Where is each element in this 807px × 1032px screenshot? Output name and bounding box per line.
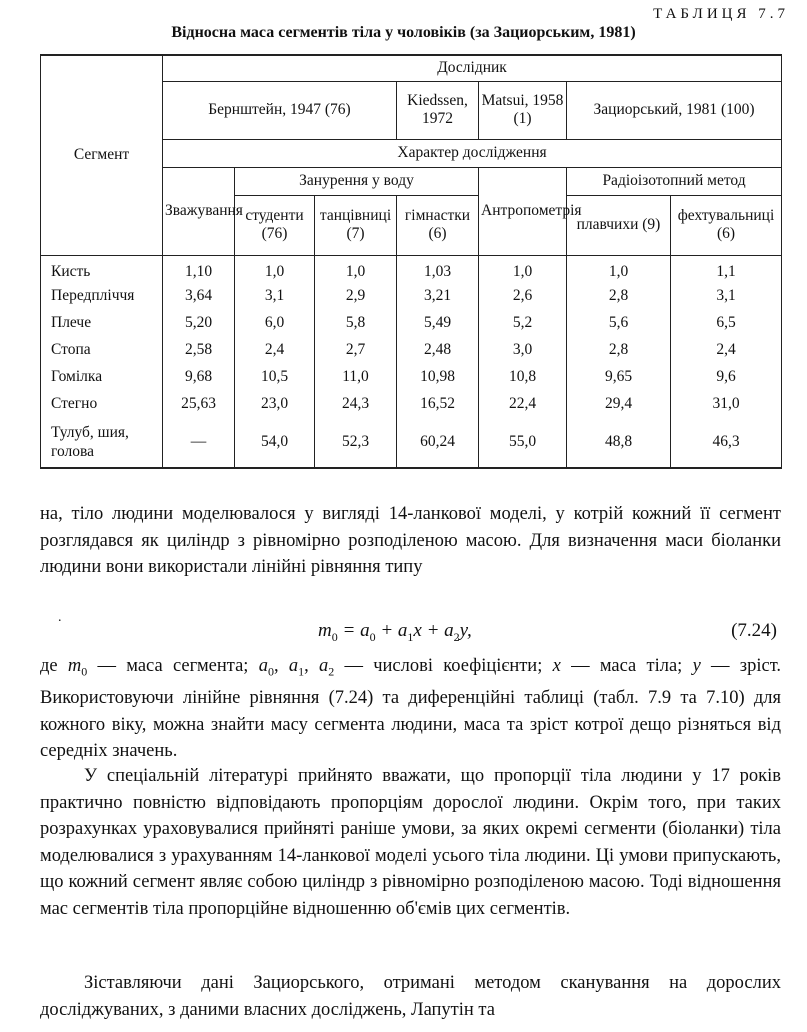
table-cell: 10,5	[235, 364, 315, 391]
text-fragment: ,	[273, 656, 289, 676]
row-segment-label: Плече	[41, 309, 163, 336]
table-cell: 2,4	[671, 337, 782, 364]
table-cell: 2,4	[235, 337, 315, 364]
header-anthropometry: Антропометрія	[479, 167, 567, 255]
table-row	[41, 364, 782, 391]
table-cell: 48,8	[567, 418, 671, 468]
var-letter: m	[67, 656, 82, 676]
header-weighing: Зважування	[163, 167, 235, 255]
table-cell: 52,3	[315, 418, 397, 468]
row-segment-label: Кисть	[41, 255, 163, 282]
header-radioisotope: Радіоізотопний метод	[567, 167, 782, 195]
table-cell: 5,20	[163, 309, 235, 336]
var-m0	[67, 656, 88, 679]
table-cell: 2,48	[397, 337, 479, 364]
header-researcher: Дослідник	[163, 55, 782, 81]
formula-x: x	[413, 620, 422, 641]
var-a2	[318, 656, 335, 679]
header-fencers: фехтувальниці (6)	[671, 195, 782, 255]
header-researcher-kiedssen: Kiedssen, 1972	[397, 81, 479, 139]
header-gymnasts: гімнастки (6)	[397, 195, 479, 255]
table-cell: 1,0	[567, 255, 671, 282]
table-cell: 31,0	[671, 391, 782, 418]
table-cell: 3,0	[479, 337, 567, 364]
table-cell: 5,6	[567, 309, 671, 336]
equation-number: (7.24)	[731, 620, 777, 641]
var-x: x	[552, 656, 561, 676]
var-letter: a	[258, 656, 268, 676]
paragraph-comparison: Зіставляючи дані Зациорського, отримані методом сканування на дорослих досліджуваних, з даними власних досліджень, Лапутін та	[40, 973, 781, 1020]
table-cell: 2,8	[567, 337, 671, 364]
table-cell: 22,4	[479, 391, 567, 418]
row-segment-label: Стопа	[41, 337, 163, 364]
table-cell: 25,63	[163, 391, 235, 418]
var-sub: 1	[298, 664, 305, 679]
table-cell: 3,1	[671, 282, 782, 309]
table-cell: 29,4	[567, 391, 671, 418]
var-a1	[288, 656, 305, 679]
table-cell: 46,3	[671, 418, 782, 468]
var-letter: a	[318, 656, 329, 676]
formula-a: a	[360, 620, 370, 641]
formula-a: a	[397, 620, 408, 641]
table-cell: 5,49	[397, 309, 479, 336]
formula-m: m	[318, 620, 332, 641]
formula-y: y	[459, 620, 468, 641]
table-cell: 60,24	[397, 418, 479, 468]
paragraph-model: на, тіло людини моделювалося у вигляді 14-ланкової моделі, у котрій кожний її сегмент розглядався як циліндр з рівномірно розподіленою масою. Для визначення маси біоланки людини вони використали лінійні рівняння типу	[40, 504, 781, 578]
header-researcher-matsui: Matsui, 1958 (1)	[479, 81, 567, 139]
table-row	[41, 309, 782, 336]
formula-sub: 1	[407, 629, 414, 644]
table-cell: 3,64	[163, 282, 235, 309]
table-cell: 5,2	[479, 309, 567, 336]
text-fragment: ,	[304, 656, 319, 676]
table-cell: 2,58	[163, 337, 235, 364]
text-fragment: де	[40, 656, 68, 676]
formula-eq: =	[342, 620, 356, 641]
table-cell: 11,0	[315, 364, 397, 391]
text-fragment: — маса сегмента;	[87, 656, 259, 676]
header-researcher-zatsiorsky: Зациорський, 1981 (100)	[567, 81, 782, 139]
formula-sub: 0	[369, 629, 376, 644]
stray-dot: .	[58, 610, 62, 625]
table-cell: 23,0	[235, 391, 315, 418]
header-students: студенти (76)	[235, 195, 315, 255]
header-dancers: танцівниці (7)	[315, 195, 397, 255]
table-row	[41, 337, 782, 364]
var-sub: 0	[81, 664, 88, 679]
table-caption: Відносна маса сегментів тіла у чоловіків (за Зациорським, 1981)	[171, 24, 636, 41]
table-row	[41, 255, 782, 282]
table-cell: 55,0	[479, 418, 567, 468]
formula-plus: +	[426, 620, 440, 641]
header-study-type: Характер дослідження	[163, 139, 782, 167]
row-segment-label: Гомілка	[41, 364, 163, 391]
table-cell: 2,6	[479, 282, 567, 309]
table-number-label: ТАБЛИЦЯ 7.7	[653, 6, 789, 22]
row-segment-label: Передпліччя	[41, 282, 163, 309]
table-cell: 9,65	[567, 364, 671, 391]
table-cell: 10,98	[397, 364, 479, 391]
equation: $m_0 = a_0 + a_1x + a_2y$,	[318, 620, 472, 644]
table-cell: 2,7	[315, 337, 397, 364]
formula-a: a	[444, 620, 454, 641]
paragraph-proportions: У спеціальній літературі прийнято вважати, що пропорції тіла людини у 17 років практично повністю відповідають пропорціям дорослої людини. Окрім того, при таких розрахунках ураховувалися прийняті раніше умови, за яких окремі сегменти (біоланки) тіла моделювалися з урахуванням 14-ланкової моделі усього тіла людини. Ці умови припускають, що кожний сегмент являє собою циліндр з рівномірно розподіленою масою. Тоді відношення мас сегментів тіла пропорційне відношенню об'ємів цих сегментів.	[40, 766, 781, 919]
text-fragment: — числові коефіцієнти;	[334, 656, 553, 676]
table-row	[41, 391, 782, 418]
table-cell: 2,8	[567, 282, 671, 309]
table-cell: 3,1	[235, 282, 315, 309]
var-a0	[258, 656, 274, 679]
header-segment: Сегмент	[41, 55, 163, 255]
text-fragment: — зріст. Використовуючи лінійне рівняння (7.24) та диференційні таблиці (табл. 7.9 та 7.10) для кожного віку, можна знайти масу сегмента людини, маса та зріст котрої дещо різняться від середніх значень.	[40, 656, 782, 762]
formula-plus: +	[380, 620, 394, 641]
table-cell: 9,6	[671, 364, 782, 391]
table-cell: 1,1	[671, 255, 782, 282]
header-researcher-bernstein: Бернштейн, 1947 (76)	[163, 81, 397, 139]
table-cell: 24,3	[315, 391, 397, 418]
formula-sub: 0	[331, 629, 338, 644]
table-cell: 5,8	[315, 309, 397, 336]
var-sub: 0	[267, 664, 274, 679]
table-cell: 1,0	[479, 255, 567, 282]
table-cell: 6,0	[235, 309, 315, 336]
table-cell: 2,9	[315, 282, 397, 309]
table-cell: 1,10	[163, 255, 235, 282]
var-letter: a	[288, 656, 299, 676]
table-cell: 3,21	[397, 282, 479, 309]
var-y: y	[692, 656, 701, 676]
table-cell: 1,0	[235, 255, 315, 282]
table-cell: 1,0	[315, 255, 397, 282]
table-cell: 16,52	[397, 391, 479, 418]
var-sub: 2	[328, 664, 335, 679]
row-segment-label: Стегно	[41, 391, 163, 418]
paragraph-legend	[40, 653, 781, 765]
table-cell: —	[163, 418, 235, 468]
segment-mass-table	[40, 54, 782, 469]
header-immersion: Занурення у воду	[235, 167, 479, 195]
header-swimmers: плавчихи (9)	[567, 195, 671, 255]
table-row	[41, 418, 782, 468]
formula-sub: 2	[453, 629, 460, 644]
equation-line	[40, 610, 781, 648]
table-cell: 6,5	[671, 309, 782, 336]
table-row	[41, 282, 782, 309]
text-fragment: — маса тіла;	[560, 656, 693, 676]
table-cell: 9,68	[163, 364, 235, 391]
row-segment-label: Тулуб, шия, голова	[41, 418, 163, 468]
table-cell: 1,03	[397, 255, 479, 282]
table-cell: 10,8	[479, 364, 567, 391]
table-cell: 54,0	[235, 418, 315, 468]
